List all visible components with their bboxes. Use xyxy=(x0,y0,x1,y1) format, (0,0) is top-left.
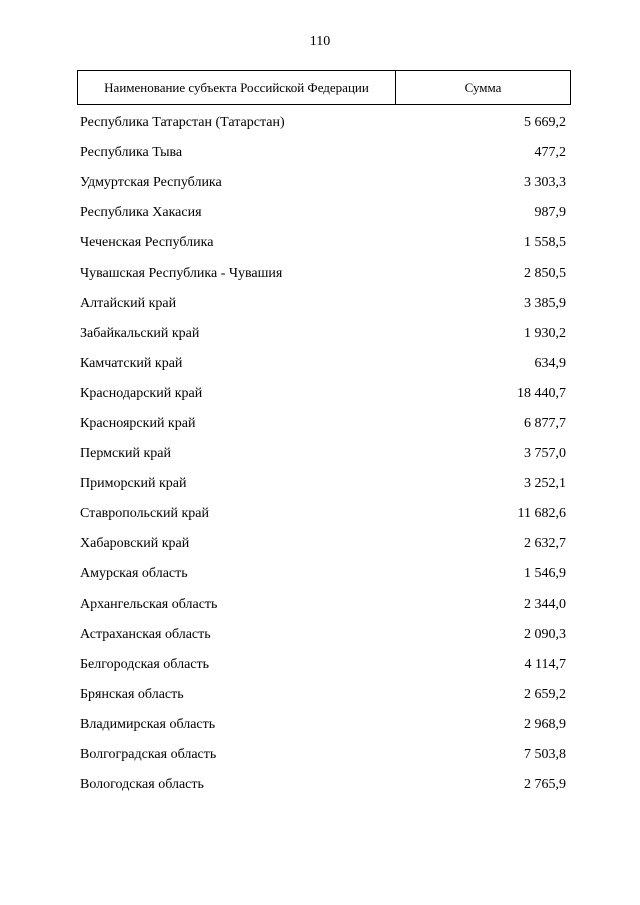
region-sum: 2 344,0 xyxy=(524,596,566,612)
region-name: Архангельская область xyxy=(80,596,218,612)
region-sum: 1 546,9 xyxy=(524,566,566,582)
table-header xyxy=(77,70,571,105)
table-row xyxy=(80,228,566,258)
region-sum: 2 968,9 xyxy=(524,716,566,732)
table-row xyxy=(80,740,566,770)
region-name: Камчатский край xyxy=(80,355,183,371)
region-name: Волгоградская область xyxy=(80,747,217,763)
region-name: Приморский край xyxy=(80,476,187,492)
region-sum: 3 385,9 xyxy=(524,295,566,311)
region-sum: 1 558,5 xyxy=(524,235,566,251)
region-sum: 3 757,0 xyxy=(524,446,566,462)
table-row xyxy=(80,168,566,198)
table-row xyxy=(80,559,566,589)
table-row xyxy=(80,258,566,288)
table-row xyxy=(80,650,566,680)
region-sum: 11 682,6 xyxy=(517,506,566,522)
region-name: Удмуртская Республика xyxy=(80,175,222,191)
region-sum: 7 503,8 xyxy=(524,747,566,763)
table-row xyxy=(80,439,566,469)
region-name: Астраханская область xyxy=(80,626,211,642)
table-row xyxy=(80,469,566,499)
region-name: Республика Татарстан (Татарстан) xyxy=(80,115,285,131)
region-sum: 2 659,2 xyxy=(524,686,566,702)
table-row xyxy=(80,590,566,620)
table-row xyxy=(80,108,566,138)
region-name: Белгородская область xyxy=(80,656,210,672)
table-row xyxy=(80,710,566,740)
header-sum-column: Сумма xyxy=(464,79,502,95)
region-name: Красноярский край xyxy=(80,415,196,431)
region-sum: 2 765,9 xyxy=(524,777,566,793)
table-row xyxy=(80,409,566,439)
region-sum: 18 440,7 xyxy=(517,385,566,401)
header-name-column: Наименование субъекта Российской Федерации xyxy=(78,71,396,104)
table-row xyxy=(80,499,566,529)
region-name: Хабаровский край xyxy=(80,536,190,552)
table-row xyxy=(80,349,566,379)
region-name: Пермский край xyxy=(80,446,171,462)
table-row xyxy=(80,138,566,168)
table-row xyxy=(80,620,566,650)
region-name: Ставропольский край xyxy=(80,506,209,522)
region-name: Вологодская область xyxy=(80,777,204,793)
region-name: Чеченская Республика xyxy=(80,235,214,251)
page-number: 110 xyxy=(309,34,331,49)
region-sum: 4 114,7 xyxy=(524,656,566,672)
region-sum: 634,9 xyxy=(534,355,566,371)
table-row xyxy=(80,770,566,800)
region-name: Забайкальский край xyxy=(80,325,200,341)
region-sum: 6 877,7 xyxy=(524,415,566,431)
table-row xyxy=(80,529,566,559)
region-name: Амурская область xyxy=(80,566,188,582)
table-row xyxy=(80,198,566,228)
region-sum: 2 090,3 xyxy=(524,626,566,642)
region-name: Чувашская Республика - Чувашия xyxy=(80,265,283,281)
region-name: Владимирская область xyxy=(80,716,216,732)
region-sum: 2 850,5 xyxy=(524,265,566,281)
region-sum: 1 930,2 xyxy=(524,325,566,341)
region-sum: 3 252,1 xyxy=(524,476,566,492)
table-row xyxy=(80,319,566,349)
region-sum: 477,2 xyxy=(534,145,566,161)
region-name: Алтайский край xyxy=(80,295,177,311)
table-body xyxy=(80,108,566,800)
table-row xyxy=(80,289,566,319)
region-name: Республика Хакасия xyxy=(80,205,202,221)
table-row xyxy=(80,379,566,409)
region-sum: 987,9 xyxy=(534,205,566,221)
region-name: Краснодарский край xyxy=(80,385,203,401)
region-sum: 2 632,7 xyxy=(524,536,566,552)
region-sum: 3 303,3 xyxy=(524,175,566,191)
region-name: Брянская область xyxy=(80,686,184,702)
region-name: Республика Тыва xyxy=(80,145,183,161)
table-row xyxy=(80,680,566,710)
region-sum: 5 669,2 xyxy=(524,115,566,131)
